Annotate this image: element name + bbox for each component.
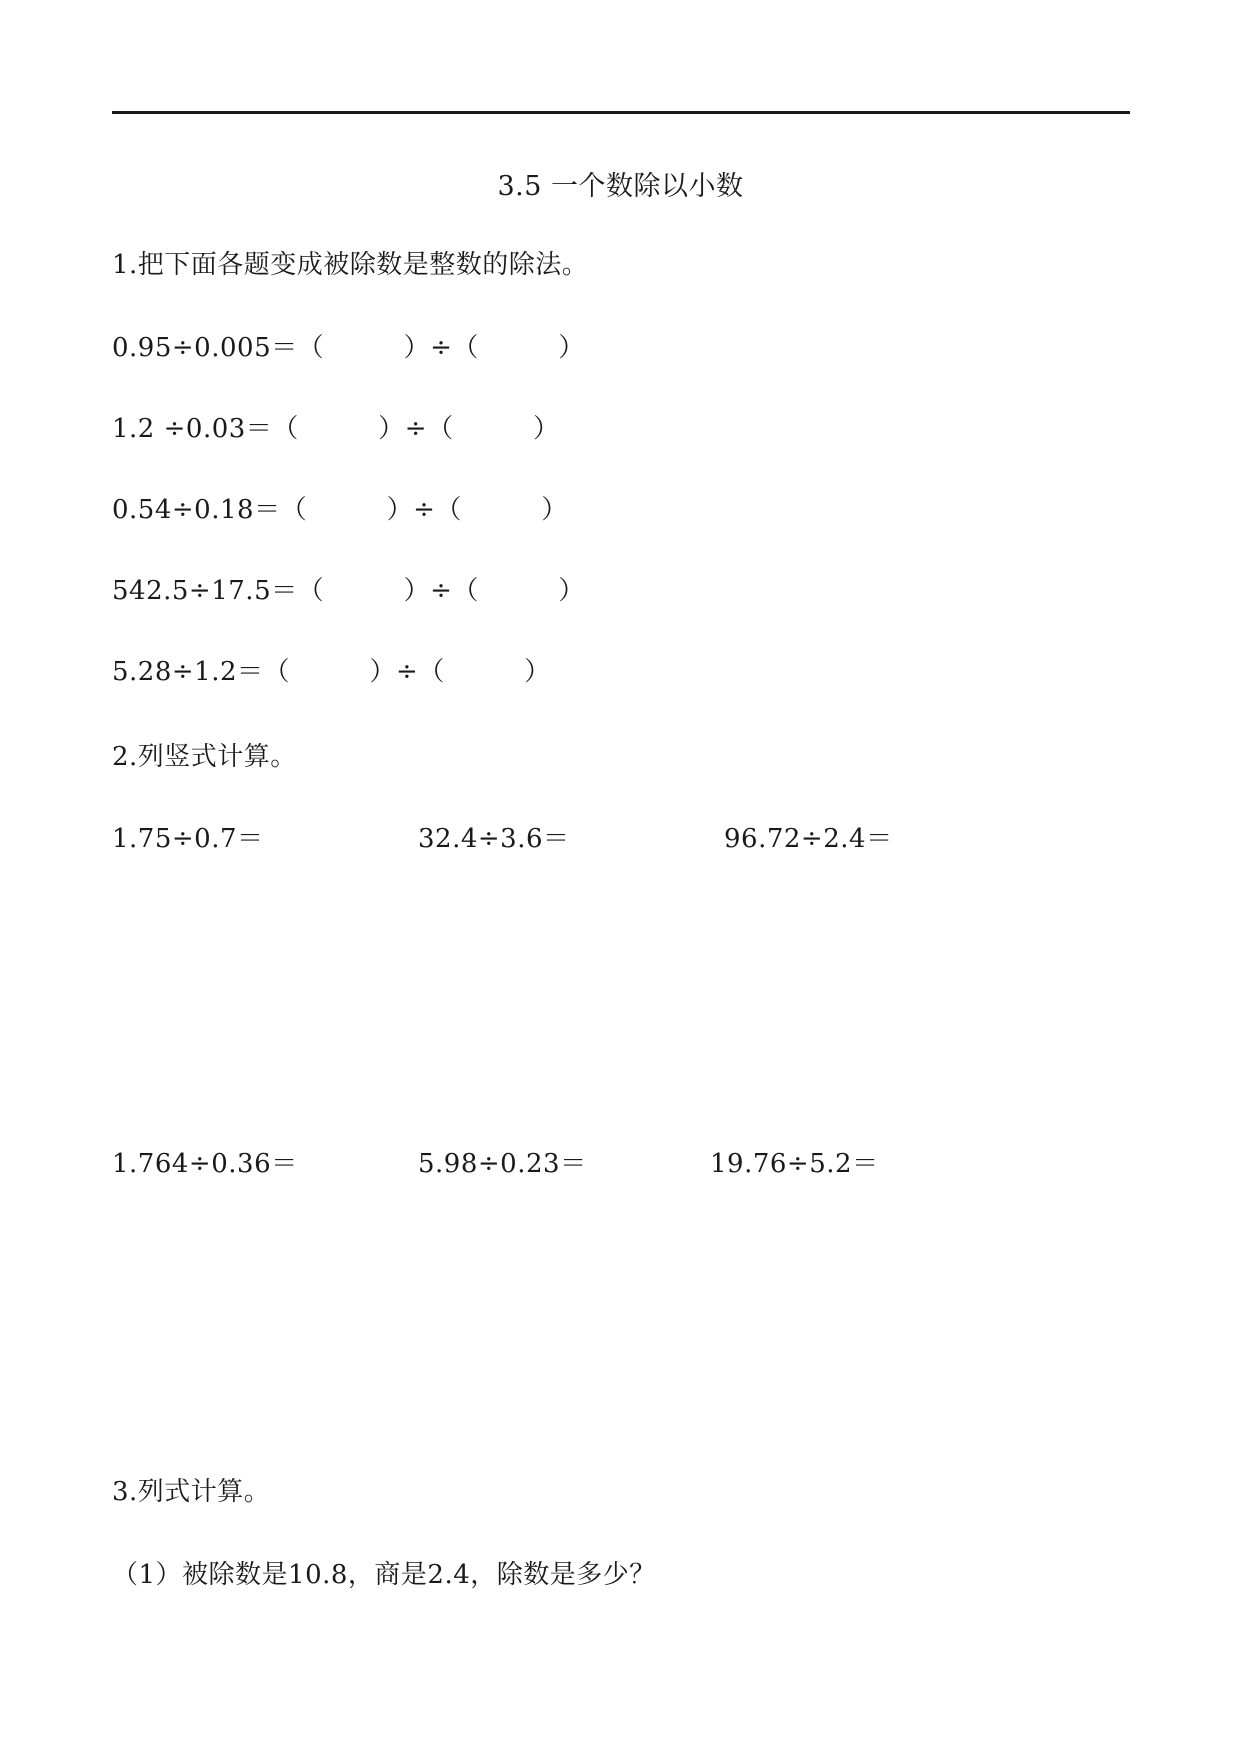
vertical-calc-1: 1.75÷0.7＝ xyxy=(112,824,264,854)
section1-heading: 1.把下面各题变成被除数是整数的除法。 xyxy=(112,250,589,280)
vertical-calc-5: 5.98÷0.23＝ xyxy=(418,1149,587,1179)
exercise-item-5: 5.28÷1.2＝（ ）÷（ ） xyxy=(112,657,551,687)
vertical-calc-3: 96.72÷2.4＝ xyxy=(724,824,893,854)
exercise-item-4: 542.5÷17.5＝（ ）÷（ ） xyxy=(112,576,585,606)
exercise-item-2: 1.2 ÷0.03＝（ ）÷（ ） xyxy=(112,414,560,444)
section3-heading: 3.列式计算。 xyxy=(112,1477,271,1507)
vertical-calc-6: 19.76÷5.2＝ xyxy=(710,1149,879,1179)
exercise-item-1: 0.95÷0.005＝（ ）÷（ ） xyxy=(112,333,585,363)
vertical-calc-2: 32.4÷3.6＝ xyxy=(418,824,570,854)
word-problem-1: （1）被除数是10.8，商是2.4，除数是多少？ xyxy=(112,1560,656,1590)
header-rule xyxy=(112,111,1130,114)
page-title: 3.5 一个数除以小数 xyxy=(497,171,744,202)
vertical-calc-4: 1.764÷0.36＝ xyxy=(112,1149,298,1179)
exercise-item-3: 0.54÷0.18＝（ ）÷（ ） xyxy=(112,495,568,525)
section2-heading: 2.列竖式计算。 xyxy=(112,742,297,772)
